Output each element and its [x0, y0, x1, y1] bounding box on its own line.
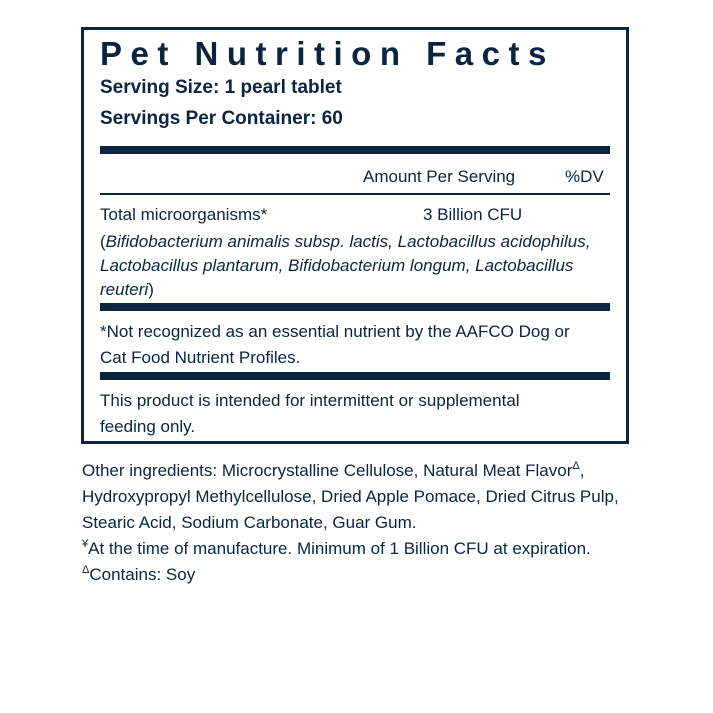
species-line-2: Lactobacillus plantarum, Bifidobacterium longum, Lactobacillus	[100, 256, 574, 275]
nutrient-amount: 3 Billion CFU	[423, 205, 523, 224]
thick-divider	[100, 303, 610, 311]
daily-value-header: %DV	[565, 167, 604, 186]
manufacture-note	[82, 536, 591, 562]
amount-per-serving-header: Amount Per Serving	[363, 167, 516, 186]
thick-divider	[100, 372, 610, 380]
serving-size: Serving Size: 1 pearl tablet	[100, 77, 342, 98]
nutrient-name: Total microorganisms*	[100, 205, 268, 224]
other-ingredients-line-2: Hydroxypropyl Methylcellulose, Dried Apple Pomace, Dried Citrus Pulp,	[82, 487, 619, 506]
servings-per-container: Servings Per Container: 60	[100, 108, 343, 129]
delta-mark: Δ	[82, 564, 90, 576]
manufacture-note-text: At the time of manufacture. Minimum of 1 Billion CFU at expiration.	[88, 539, 591, 558]
other-ingredients-line-3: Stearic Acid, Sodium Carbonate, Guar Gum.	[82, 513, 417, 532]
species-open-paren: (	[100, 232, 106, 251]
feeding-note: This product is intended for intermittent or supplemental feeding only.	[100, 391, 520, 436]
other-ingredients-text: Other ingredients: Microcrystalline Cellulose, Natural Meat Flavor	[82, 461, 573, 480]
panel-title: Pet Nutrition Facts	[100, 35, 555, 72]
species-list	[100, 230, 620, 302]
delta-mark: Δ	[572, 460, 580, 472]
thick-divider	[100, 146, 610, 154]
species-line-1: Bifidobacterium animalis subsp. lactis, Lactobacillus acidophilus,	[105, 232, 591, 251]
soy-note	[82, 562, 195, 588]
aafco-footnote: *Not recognized as an essential nutrient by the AAFCO Dog or Cat Food Nutrient Profiles.	[100, 322, 570, 367]
yen-mark: ¥	[82, 538, 89, 550]
soy-note-text: Contains: Soy	[89, 565, 196, 584]
other-ingredients-line-1	[82, 458, 584, 484]
comma: ,	[579, 461, 585, 480]
nutrition-facts-panel	[81, 27, 629, 444]
species-close-paren: )	[148, 280, 154, 299]
thin-divider	[100, 193, 610, 195]
species-line-3: reuteri	[100, 280, 149, 299]
